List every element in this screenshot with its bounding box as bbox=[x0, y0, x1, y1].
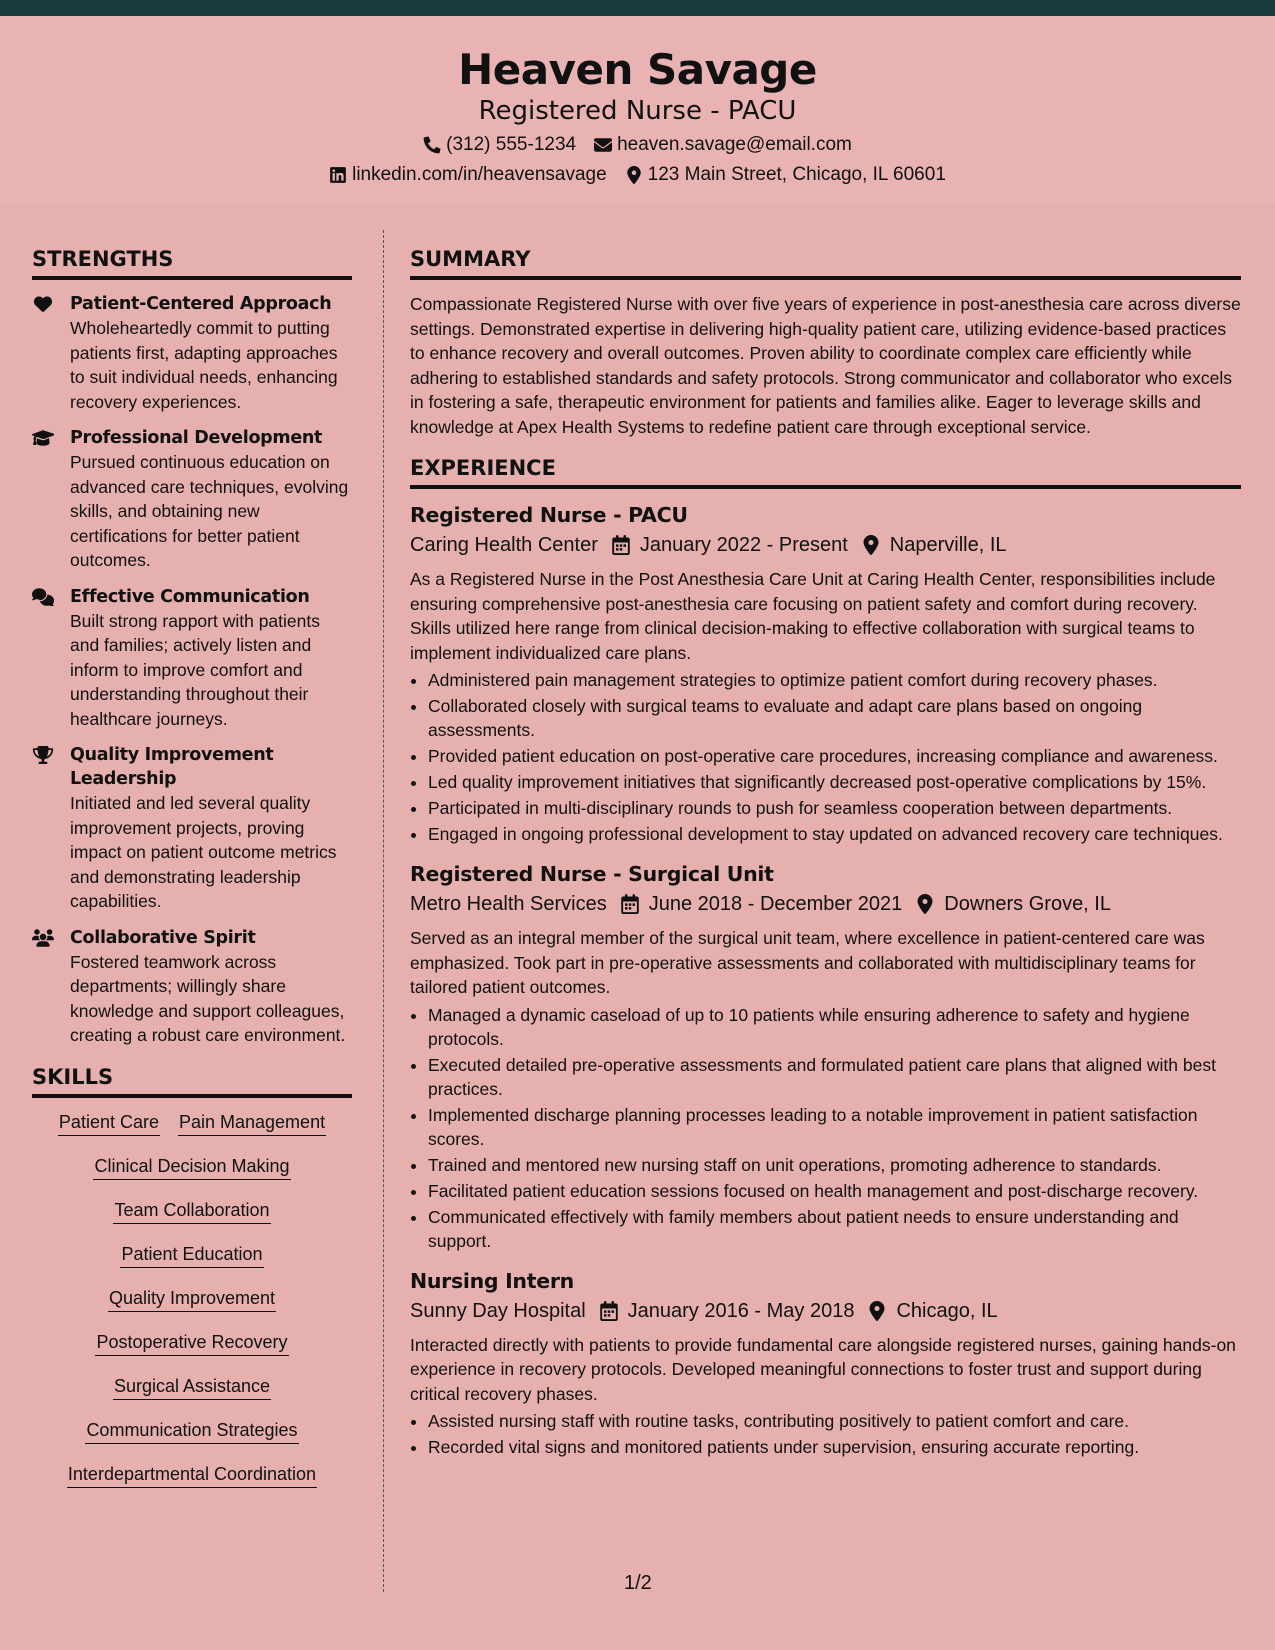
job-location: Naperville, IL bbox=[889, 534, 1007, 556]
skill-tag: Clinical Decision Making bbox=[93, 1154, 290, 1180]
job-bullets bbox=[410, 1003, 1241, 1253]
strength-title: Professional Development bbox=[70, 428, 323, 448]
experience-heading: EXPERIENCE bbox=[410, 453, 1241, 489]
strength-title: Quality Improvement Leadership bbox=[70, 745, 274, 789]
list-item: • Engaged in ongoing professional development to stay updated on advanced recovery care techniques. bbox=[428, 822, 1241, 846]
phone-text: (312) 555-1234 bbox=[446, 134, 577, 155]
job-bullets bbox=[410, 668, 1241, 846]
skill-tag: Quality Improvement bbox=[108, 1286, 276, 1312]
phone-contact bbox=[423, 133, 576, 157]
summary-text: Compassionate Registered Nurse with over five years of experience in post-anesthesia care across diverse settings. Demonstrated expertise in delivering high-quality patient care, utilizing evidence-based practices to enhance recovery and overall outcomes. Proven ability to coordinate complex care efficiently while adhering to established standards and safety protocols. Strong communicator and collaborator who excels in fostering a safe, therapeutic environment for patients and families alike. Eager to leverage skills and knowledge at Apex Health Systems to redefine patient care through exceptional service. bbox=[410, 294, 1241, 437]
list-item: • Led quality improvement initiatives that significantly decreased post-operative complications by 15%. bbox=[428, 770, 1241, 794]
linkedin-contact[interactable] bbox=[329, 163, 607, 187]
list-item: • Implemented discharge planning processes leading to a notable improvement in patient satisfaction scores. bbox=[428, 1103, 1241, 1151]
strength-item bbox=[32, 585, 352, 732]
skill-tag: Interdepartmental Coordination bbox=[67, 1462, 317, 1488]
skill-tag: Communication Strategies bbox=[85, 1418, 298, 1444]
job-company: Caring Health Center bbox=[410, 534, 598, 556]
strength-desc: Pursued continuous education on advanced care techniques, evolving skills, and obtaining new certifications for better patient outcomes. bbox=[70, 452, 349, 570]
strengths-heading: STRENGTHS bbox=[32, 244, 352, 280]
resume-header bbox=[0, 16, 1275, 204]
job-location: Chicago, IL bbox=[896, 1299, 998, 1322]
map-marker-icon bbox=[916, 894, 934, 914]
list-item: • Provided patient education on post-operative care procedures, increasing compliance and awareness. bbox=[428, 744, 1241, 768]
job-entry bbox=[410, 1267, 1241, 1460]
job-dates: January 2022 - Present bbox=[639, 534, 848, 556]
job-bullets bbox=[410, 1409, 1241, 1459]
job-company: Metro Health Services bbox=[410, 893, 607, 915]
users-icon bbox=[32, 929, 54, 947]
contact-row-1 bbox=[0, 133, 1275, 157]
map-marker-icon bbox=[862, 535, 880, 555]
summary-heading: SUMMARY bbox=[410, 244, 1241, 280]
job-description: Served as an integral member of the surgical unit team, where excellence in patient-centered care was emphasized. Took part in pre-operative assessments and collaborated with multidisciplinary teams for tailored patient outcomes. bbox=[410, 928, 1205, 997]
job-company: Sunny Day Hospital bbox=[410, 1299, 586, 1322]
calendar-icon bbox=[600, 1301, 618, 1321]
list-item: • Trained and mentored new nursing staff on unit operations, promoting adherence to standards. bbox=[428, 1153, 1241, 1177]
job-title: Nursing Intern bbox=[410, 1268, 574, 1293]
list-item: • Executed detailed pre-operative assessments and formulated patient care plans that aligned with best practices. bbox=[428, 1053, 1241, 1101]
map-marker-icon bbox=[868, 1301, 886, 1321]
column-divider bbox=[383, 230, 384, 1592]
strength-desc: Wholeheartedly commit to putting patients first, adapting approaches to suit individual needs, enhancing recovery experiences. bbox=[70, 318, 338, 412]
address-text: 123 Main Street, Chicago, IL 60601 bbox=[647, 164, 946, 185]
strength-title: Effective Communication bbox=[70, 586, 310, 607]
job-entry bbox=[410, 501, 1241, 846]
list-item: • Facilitated patient education sessions focused on health management and post-discharge recovery. bbox=[428, 1179, 1241, 1203]
skill-tag: Patient Education bbox=[120, 1242, 263, 1268]
list-item: • Participated in multi-disciplinary rounds to push for seamless cooperation between departments. bbox=[428, 796, 1241, 820]
contact-row-2 bbox=[0, 163, 1275, 187]
envelope-icon bbox=[594, 136, 612, 154]
email-contact[interactable] bbox=[594, 133, 852, 157]
job-dates: June 2018 - December 2021 bbox=[648, 893, 903, 915]
strength-desc: Fostered teamwork across departments; willingly share knowledge and support colleagues, creating a robust care environment. bbox=[70, 951, 346, 1045]
comments-icon bbox=[32, 588, 54, 606]
list-item: • Recorded vital signs and monitored patients under supervision, ensuring accurate reporting. bbox=[428, 1435, 1241, 1459]
heart-icon bbox=[32, 295, 54, 313]
strength-desc: Built strong rapport with patients and families; actively listen and inform to improve comfort and understanding throughout their healthcare journeys. bbox=[70, 610, 320, 729]
strength-title: Collaborative Spirit bbox=[70, 927, 256, 948]
address-contact bbox=[625, 163, 946, 187]
skill-tag: Pain Management bbox=[178, 1110, 326, 1136]
calendar-icon bbox=[621, 894, 639, 914]
list-item: • Collaborated closely with surgical teams to evaluate and adapt care plans based on ongoing assessments. bbox=[428, 694, 1241, 742]
job-meta bbox=[410, 1297, 1241, 1325]
strength-desc: Initiated and led several quality improvement projects, proving impact on patient outcome metrics and demonstrating leadership capabilities. bbox=[70, 793, 337, 911]
list-item: • Administered pain management strategies to optimize patient comfort during recovery phases. bbox=[428, 668, 1241, 692]
job-meta bbox=[410, 890, 1241, 918]
email-text[interactable]: heaven.savage@email.com bbox=[617, 134, 852, 155]
strength-title: Patient-Centered Approach bbox=[70, 294, 332, 314]
strength-item bbox=[32, 292, 352, 414]
skills-list bbox=[32, 1110, 352, 1488]
list-item: • Communicated effectively with family members about patient needs to ensure understanding and support. bbox=[428, 1205, 1241, 1253]
job-entry bbox=[410, 860, 1241, 1253]
trophy-icon bbox=[32, 746, 54, 764]
job-description: Interacted directly with patients to provide fundamental care alongside registered nurses, gaining hands-on experience in recovery protocols. Developed meaningful connections to foster trust and support during critical recovery phases. bbox=[410, 1334, 1236, 1404]
candidate-name: Heaven Savage bbox=[458, 45, 817, 94]
strength-item bbox=[32, 426, 352, 573]
skill-tag: Surgical Assistance bbox=[113, 1374, 271, 1400]
list-item: • Managed a dynamic caseload of up to 10 patients while ensuring adherence to safety and hygiene protocols. bbox=[428, 1003, 1241, 1051]
right-column bbox=[410, 244, 1241, 1473]
job-title: Registered Nurse - PACU bbox=[410, 503, 688, 527]
candidate-title: Registered Nurse - PACU bbox=[478, 96, 797, 126]
job-description: As a Registered Nurse in the Post Anesthesia Care Unit at Caring Health Center, responsibilities include ensuring comprehensive post-anesthesia care focusing on patient safety and comfort during recovery. Skills utilized here range from clinical decision-making to effective collaboration with surgical teams to implement individualized care plans. bbox=[410, 569, 1216, 663]
job-dates: January 2016 - May 2018 bbox=[627, 1299, 855, 1322]
left-column bbox=[32, 244, 352, 1506]
job-meta bbox=[410, 531, 1241, 559]
linkedin-text[interactable]: linkedin.com/in/heavensavage bbox=[352, 164, 607, 185]
job-title: Registered Nurse - Surgical Unit bbox=[410, 862, 774, 886]
skill-tag: Postoperative Recovery bbox=[95, 1330, 288, 1356]
page-number: 1/2 bbox=[624, 1572, 652, 1594]
linkedin-icon bbox=[329, 166, 347, 184]
job-location: Downers Grove, IL bbox=[944, 893, 1111, 915]
graduation-cap-icon bbox=[32, 429, 54, 447]
skills-heading: SKILLS bbox=[32, 1062, 352, 1098]
skill-tag: Patient Care bbox=[58, 1110, 160, 1136]
strength-item bbox=[32, 926, 352, 1048]
top-bar bbox=[0, 0, 1275, 16]
map-marker-icon bbox=[625, 166, 643, 184]
skill-tag: Team Collaboration bbox=[113, 1198, 270, 1224]
phone-icon bbox=[423, 136, 441, 154]
calendar-icon bbox=[612, 535, 630, 555]
strength-item bbox=[32, 743, 352, 914]
list-item: • Assisted nursing staff with routine tasks, contributing positively to patient comfort and care. bbox=[428, 1409, 1241, 1433]
